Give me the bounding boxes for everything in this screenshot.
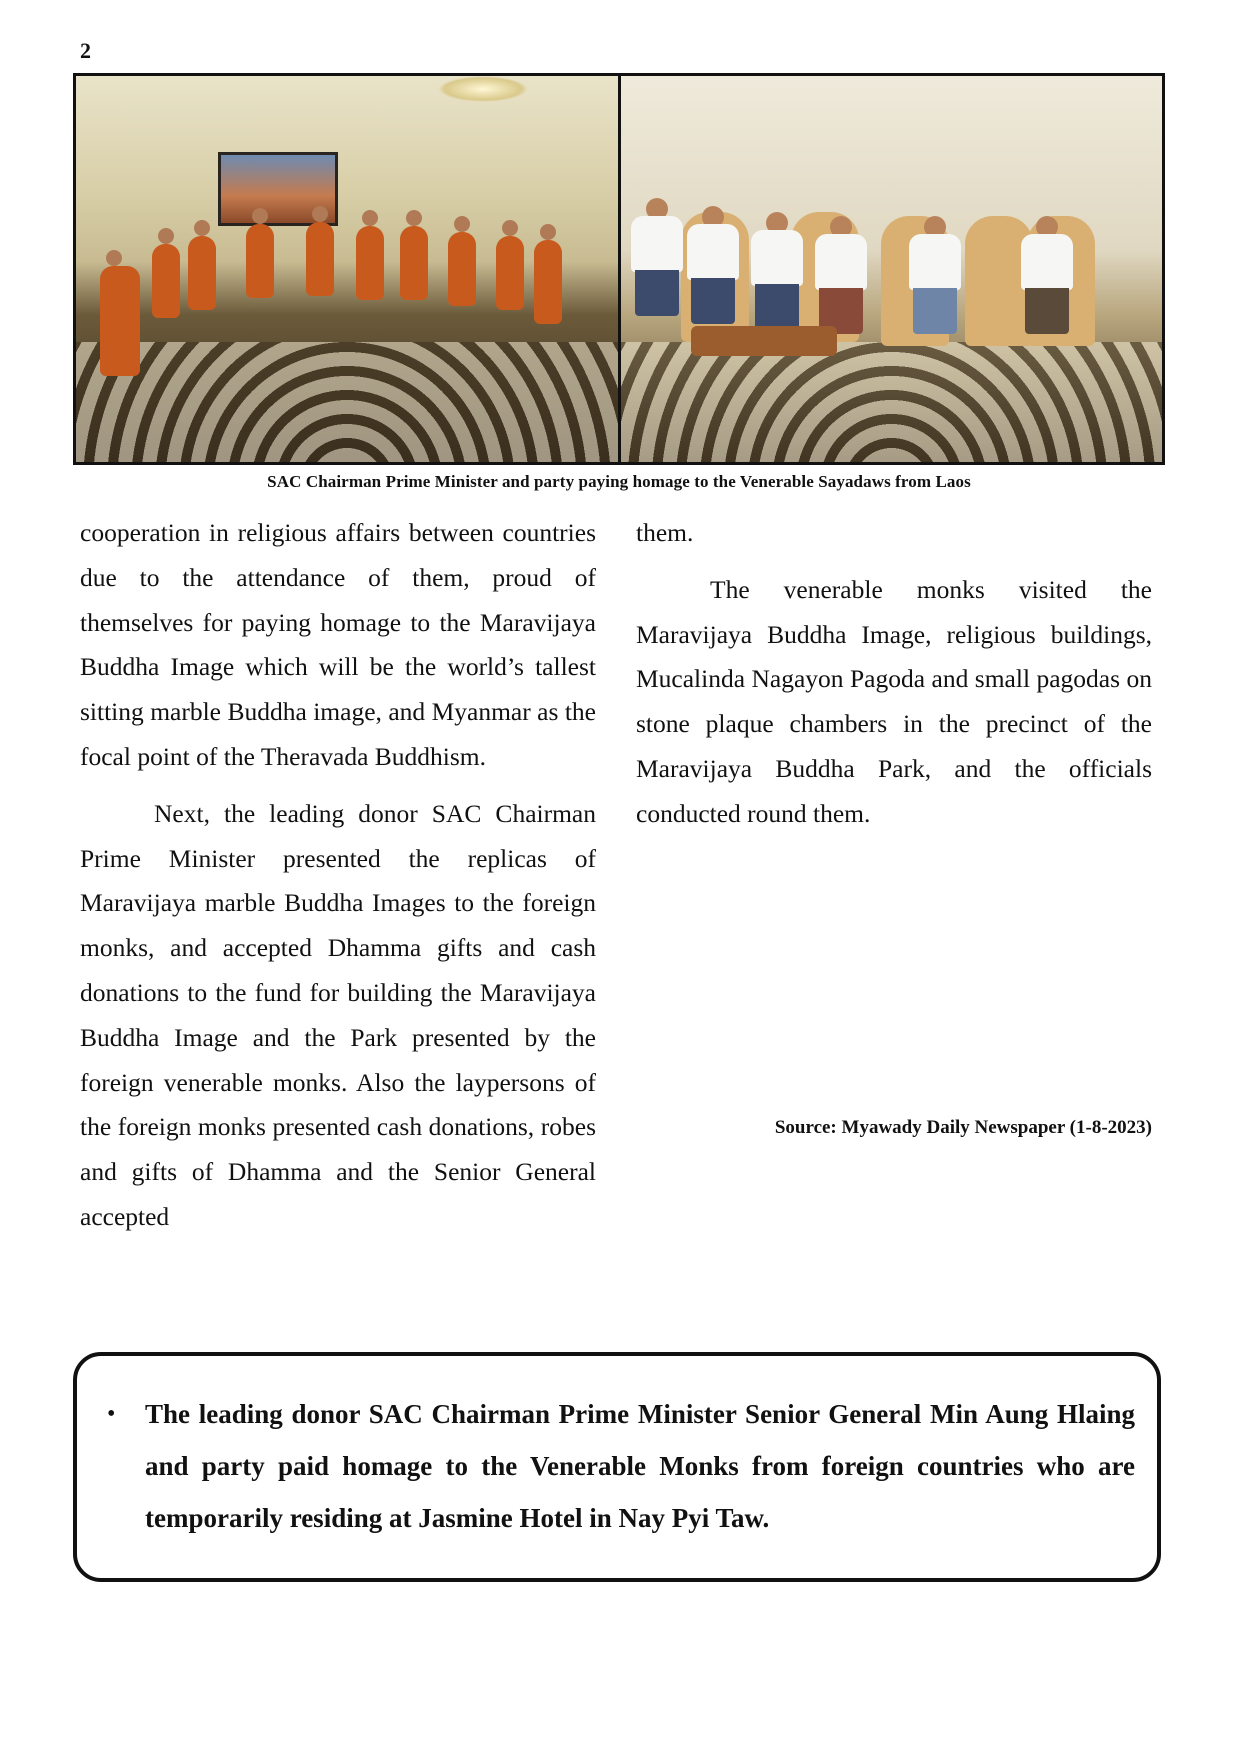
carpet: [621, 342, 1163, 462]
official-figure: [631, 198, 683, 316]
wooden-table: [691, 326, 837, 356]
page-number: 2: [80, 38, 91, 63]
official-figure: [1021, 216, 1073, 334]
monk-figure: [356, 226, 384, 300]
bullet-icon: •: [107, 1401, 116, 1427]
monk-figure: [246, 224, 274, 298]
highlight-box: [73, 1352, 1161, 1582]
article-paragraph: cooperation in religious affairs between countries due to the attendance of them, proud of themselves for paying homage to the Maravijaya Buddha Image which will be the world’s tallest sitting marble Buddha image, and Myanmar as the focal point of the Theravada Buddhism.: [80, 518, 596, 771]
monk-figure: [306, 222, 334, 296]
photo-officials: [621, 76, 1163, 462]
monk-figure: [400, 226, 428, 300]
official-figure: [815, 216, 867, 334]
article-left-column: [80, 511, 596, 1252]
monk-figure: [100, 266, 140, 376]
official-figure: [687, 206, 739, 324]
photo-caption: SAC Chairman Prime Minister and party paying homage to the Venerable Sayadaws from Laos: [267, 472, 971, 491]
article-paragraph: Next, the leading donor SAC Chairman Prime Minister presented the replicas of Maravijaya marble Buddha Images to the foreign monks, and accepted Dhamma gifts and cash donations to the fund for building the Maravijaya Buddha Image and the Park presented by the foreign venerable monks. Also the laypersons of the foreign monks presented cash donations, robes and gifts of Dhamma and the Senior General accepted: [80, 798, 596, 1231]
monk-figure: [152, 244, 180, 318]
monk-figure: [496, 236, 524, 310]
monk-figure: [448, 232, 476, 306]
article-paragraph: them.: [636, 518, 694, 547]
highlight-item: [95, 1388, 1135, 1544]
official-figure: [909, 216, 961, 334]
photo-frame: [73, 73, 1165, 465]
article-right-column: [636, 511, 1152, 849]
monk-figure: [534, 240, 562, 324]
official-figure: [751, 212, 803, 330]
photo-monks-hall: [76, 76, 618, 462]
monk-figure: [188, 236, 216, 310]
highlight-list: [95, 1388, 1135, 1544]
carpet: [76, 342, 618, 462]
article-paragraph: The venerable monks visited the Maravijaya Buddha Image, religious buildings, Mucalinda Nagayon Pagoda and small pagodas on stone plaque chambers in the precinct of the Maravijaya Buddha Park, and the officials conducted round them.: [636, 574, 1152, 828]
source-citation: Source: Myawady Daily Newspaper (1-8-2023): [774, 1117, 1152, 1138]
highlight-text: The leading donor SAC Chairman Prime Minister Senior General Min Aung Hlaing and party paid homage to the Venerable Monks from foreign countries who are temporarily residing at Jasmine Hotel in Nay Pyi Taw.: [145, 1399, 1135, 1533]
chandelier: [438, 76, 528, 102]
